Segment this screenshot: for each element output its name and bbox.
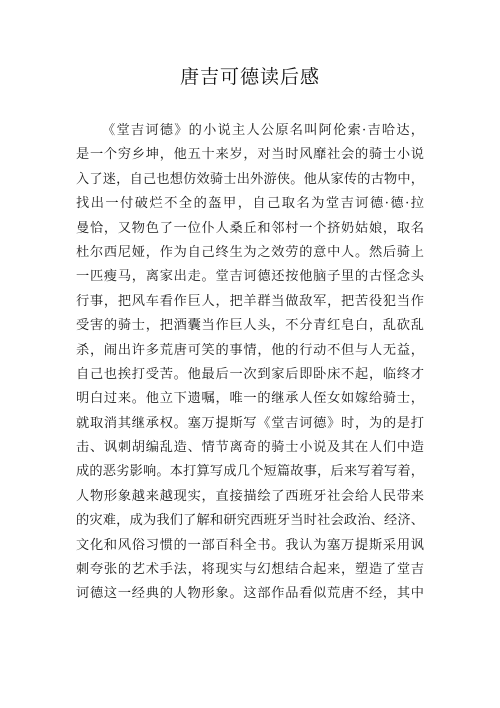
paragraph-line: 的灾难，成为我们了解和研究西班牙当时社会政治、经济、 (76, 513, 424, 529)
document-body (76, 119, 424, 607)
paragraph-line: 明白过来。他立下遗嘱，唯一的继承人侄女如嫁给骑士， (76, 391, 424, 407)
paragraph-line: 入了迷，自己也想仿效骑士出外游侠。他从家传的古物中， (76, 171, 424, 187)
paragraph-line: 人物形象越来越现实，直接描绘了西班牙社会给人民带来 (76, 488, 424, 504)
paragraph-line: 受害的骑士，把酒囊当作巨人头，不分青红皂白，乱砍乱 (76, 318, 424, 334)
paragraph-line: 自己也挨打受苦。他最后一次到家后即卧床不起，临终才 (76, 366, 424, 382)
paragraph-line: 杀，闹出许多荒唐可笑的事情，他的行动不但与人无益， (76, 342, 424, 358)
paragraph-line: 击、讽刺胡编乱造、情节离奇的骑士小说及其在人们中造 (76, 440, 424, 456)
paragraph-line: 刺夸张的艺术手法，将现实与幻想结合起来，塑造了堂吉 (76, 562, 424, 578)
paragraph-line: 一匹瘦马，离家出走。堂吉诃德还按他脑子里的古怪念头 (76, 269, 424, 285)
paragraph-line: 杜尔西尼娅，作为自己终生为之效劳的意中人。然后骑上 (76, 244, 424, 260)
paragraph-line: 行事，把风车看作巨人，把羊群当做敌军，把苦役犯当作 (76, 293, 424, 309)
document-title: 唐吉可德读后感 (179, 66, 320, 88)
paragraph-line: 找出一付破烂不全的盔甲，自己取名为堂吉诃德·德·拉 (76, 196, 424, 212)
paragraph-line: 曼恰，又物色了一位仆人桑丘和邻村一个挤奶姑娘，取名 (76, 220, 424, 236)
paragraph-line: 《堂吉诃德》的小说主人公原名叫阿伦索·吉哈达， (102, 123, 424, 138)
paragraph-line: 是一个穷乡坤，他五十来岁，对当时风靡社会的骑士小说 (76, 147, 424, 163)
paragraph-line: 文化和风俗习惯的一部百科全书。我认为塞万提斯采用讽 (76, 537, 424, 553)
paragraph-line: 就取消其继承权。塞万提斯写《堂吉诃德》时，为的是打 (76, 415, 424, 431)
paragraph-line: 诃德这一经典的人物形象。这部作品看似荒唐不经，其中 (76, 586, 424, 602)
paragraph-line: 成的恶劣影响。本打算写成几个短篇故事，后来写着写着， (76, 464, 424, 480)
